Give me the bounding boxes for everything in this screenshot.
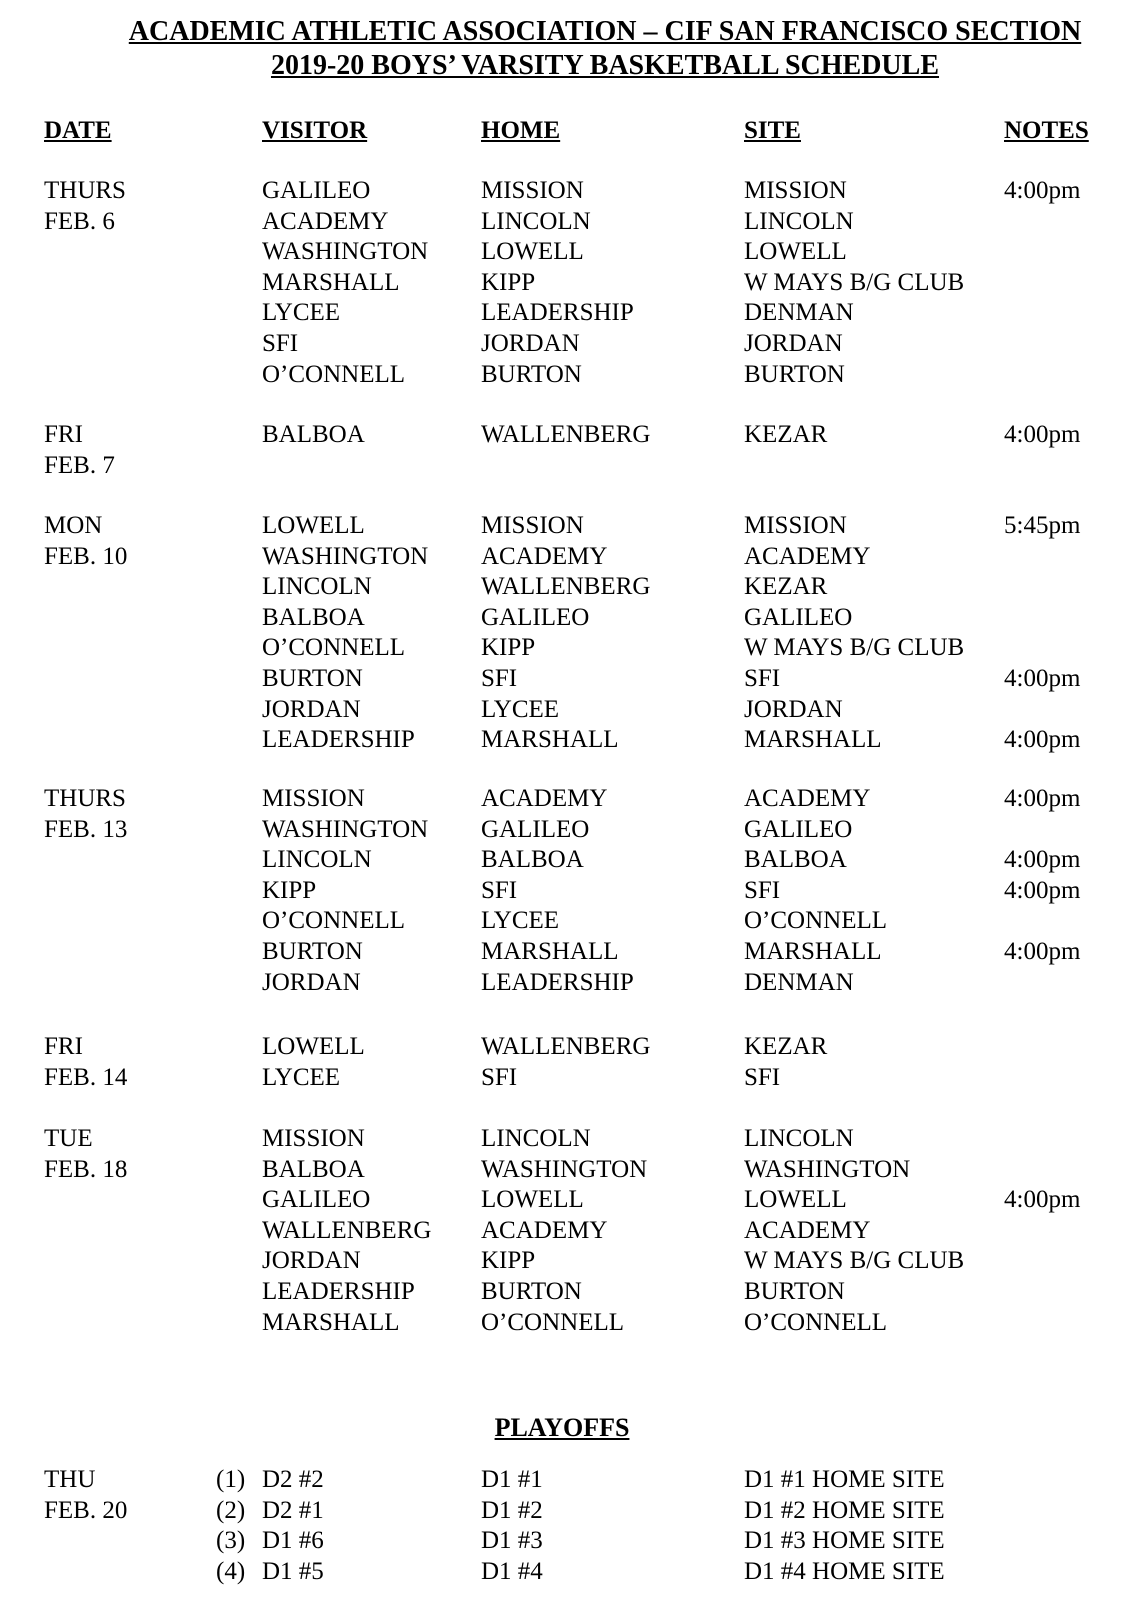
- visitor-team: MARSHALL: [262, 1308, 400, 1336]
- playoff-home: D1 #2: [481, 1496, 543, 1524]
- home-team: BURTON: [481, 360, 582, 388]
- visitor-team: LOWELL: [262, 512, 365, 539]
- visitor-team: LEADERSHIP: [262, 1278, 415, 1305]
- game-site: JORDAN: [744, 695, 843, 723]
- game-note: 4:00pm: [1004, 1186, 1081, 1214]
- date-label: FEB. 14: [44, 1063, 128, 1091]
- day-label: THURS: [44, 785, 126, 812]
- playoff-site: D1 #2 HOME SITE: [744, 1496, 945, 1524]
- playoff-game-number: (3): [216, 1527, 246, 1555]
- visitor-team: WASHINGTON: [262, 542, 429, 570]
- game-note: 4:00pm: [1004, 421, 1081, 448]
- date-label: FEB. 7: [44, 451, 115, 479]
- game-site: W MAYS B/G CLUB: [744, 634, 965, 662]
- playoff-home: D1 #4: [481, 1557, 543, 1585]
- game-site: KEZAR: [744, 421, 828, 448]
- visitor-team: LINCOLN: [262, 573, 372, 601]
- home-team: BALBOA: [481, 846, 584, 874]
- playoff-game-number: (4): [216, 1557, 246, 1585]
- game-note: 4:00pm: [1004, 785, 1081, 812]
- visitor-team: GALILEO: [262, 1186, 371, 1214]
- playoff-day-label: THU: [44, 1466, 96, 1493]
- playoff-site: D1 #4 HOME SITE: [744, 1557, 945, 1585]
- game-note: 4:00pm: [1004, 665, 1081, 692]
- visitor-team: BALBOA: [262, 603, 365, 631]
- home-team: KIPP: [481, 634, 536, 662]
- game-site: DENMAN: [744, 299, 854, 327]
- visitor-team: MARSHALL: [262, 268, 400, 296]
- game-site: MISSION: [744, 177, 847, 204]
- game-site: LOWELL: [744, 1186, 847, 1214]
- game-site: W MAYS B/G CLUB: [744, 268, 965, 296]
- game-site: BALBOA: [744, 846, 847, 874]
- header-date: DATE: [44, 117, 112, 144]
- game-note: 5:45pm: [1004, 512, 1081, 539]
- visitor-team: LYCEE: [262, 1063, 341, 1091]
- visitor-team: LINCOLN: [262, 846, 372, 874]
- game-site: MISSION: [744, 512, 847, 539]
- visitor-team: O’CONNELL: [262, 907, 406, 935]
- day-label: THURS: [44, 177, 126, 204]
- date-label: FEB. 18: [44, 1155, 128, 1183]
- home-team: SFI: [481, 1063, 518, 1091]
- game-site: MARSHALL: [744, 938, 882, 965]
- header-notes: NOTES: [1004, 117, 1089, 144]
- visitor-team: JORDAN: [262, 695, 361, 723]
- home-team: LYCEE: [481, 695, 560, 723]
- visitor-team: SFI: [262, 330, 299, 357]
- visitor-team: MISSION: [262, 1125, 365, 1152]
- game-site: W MAYS B/G CLUB: [744, 1247, 965, 1275]
- day-label: TUE: [44, 1125, 93, 1152]
- visitor-team: JORDAN: [262, 968, 361, 996]
- game-site: GALILEO: [744, 603, 853, 631]
- day-label: FRI: [44, 421, 83, 448]
- day-label: FRI: [44, 1033, 83, 1060]
- playoff-game-number: (2): [216, 1496, 246, 1524]
- visitor-team: O’CONNELL: [262, 360, 406, 388]
- playoff-visitor: D1 #6: [262, 1527, 324, 1555]
- visitor-team: BURTON: [262, 938, 363, 965]
- home-team: GALILEO: [481, 603, 590, 631]
- game-site: JORDAN: [744, 330, 843, 357]
- date-label: FEB. 6: [44, 207, 115, 235]
- home-team: MISSION: [481, 177, 584, 204]
- visitor-team: JORDAN: [262, 1247, 361, 1275]
- home-team: MARSHALL: [481, 726, 619, 754]
- playoff-home: D1 #1: [481, 1466, 543, 1493]
- home-team: ACADEMY: [481, 542, 608, 570]
- home-team: GALILEO: [481, 815, 590, 843]
- day-label: MON: [44, 512, 103, 539]
- playoffs-title: PLAYOFFS: [494, 1413, 630, 1442]
- visitor-team: LYCEE: [262, 299, 341, 327]
- home-team: JORDAN: [481, 330, 580, 357]
- playoff-site: D1 #1 HOME SITE: [744, 1466, 945, 1493]
- playoff-visitor: D1 #5: [262, 1557, 324, 1585]
- game-note: 4:00pm: [1004, 876, 1081, 904]
- home-team: LOWELL: [481, 1186, 584, 1214]
- game-site: KEZAR: [744, 573, 828, 601]
- visitor-team: WALLENBERG: [262, 1216, 432, 1244]
- visitor-team: BALBOA: [262, 1155, 365, 1183]
- playoff-home: D1 #3: [481, 1527, 543, 1555]
- header-home: HOME: [481, 117, 561, 144]
- home-team: KIPP: [481, 268, 536, 296]
- visitor-team: ACADEMY: [262, 207, 389, 235]
- game-site: ACADEMY: [744, 1216, 871, 1244]
- visitor-team: WASHINGTON: [262, 238, 429, 266]
- document-subtitle: 2019-20 BOYS’ VARSITY BASKETBALL SCHEDULE: [270, 50, 940, 81]
- home-team: WALLENBERG: [481, 573, 651, 601]
- playoff-visitor: D2 #1: [262, 1496, 324, 1524]
- game-note: 4:00pm: [1004, 846, 1081, 874]
- date-label: FEB. 13: [44, 815, 128, 843]
- game-site: LINCOLN: [744, 207, 854, 235]
- home-team: O’CONNELL: [481, 1308, 625, 1336]
- game-site: KEZAR: [744, 1033, 828, 1060]
- visitor-team: BALBOA: [262, 421, 365, 448]
- game-site: MARSHALL: [744, 726, 882, 754]
- playoff-site: D1 #3 HOME SITE: [744, 1527, 945, 1555]
- visitor-team: LOWELL: [262, 1033, 365, 1060]
- game-site: BURTON: [744, 1278, 845, 1305]
- document-title: ACADEMIC ATHLETIC ASSOCIATION – CIF SAN FRANCISCO SECTION: [128, 16, 1082, 47]
- game-site: SFI: [744, 665, 781, 692]
- visitor-team: WASHINGTON: [262, 815, 429, 843]
- game-site: O’CONNELL: [744, 1308, 888, 1336]
- game-note: 4:00pm: [1004, 726, 1081, 754]
- game-site: LOWELL: [744, 238, 847, 266]
- visitor-team: BURTON: [262, 665, 363, 692]
- home-team: ACADEMY: [481, 1216, 608, 1244]
- home-team: LEADERSHIP: [481, 299, 634, 327]
- home-team: SFI: [481, 876, 518, 904]
- playoff-date-label: FEB. 20: [44, 1496, 128, 1524]
- home-team: LINCOLN: [481, 207, 591, 235]
- header-site: SITE: [744, 117, 801, 144]
- visitor-team: O’CONNELL: [262, 634, 406, 662]
- home-team: MISSION: [481, 512, 584, 539]
- game-site: WASHINGTON: [744, 1155, 911, 1183]
- game-site: SFI: [744, 876, 781, 904]
- home-team: LINCOLN: [481, 1125, 591, 1152]
- game-site: ACADEMY: [744, 785, 871, 812]
- home-team: KIPP: [481, 1247, 536, 1275]
- home-team: BURTON: [481, 1278, 582, 1305]
- home-team: WALLENBERG: [481, 421, 651, 448]
- home-team: LYCEE: [481, 907, 560, 935]
- home-team: LOWELL: [481, 238, 584, 266]
- date-label: FEB. 10: [44, 542, 128, 570]
- game-note: 4:00pm: [1004, 938, 1081, 965]
- game-site: SFI: [744, 1063, 781, 1091]
- game-site: BURTON: [744, 360, 845, 388]
- home-team: SFI: [481, 665, 518, 692]
- visitor-team: MISSION: [262, 785, 365, 812]
- playoff-visitor: D2 #2: [262, 1466, 324, 1493]
- game-site: ACADEMY: [744, 542, 871, 570]
- home-team: MARSHALL: [481, 938, 619, 965]
- game-site: DENMAN: [744, 968, 854, 996]
- home-team: WALLENBERG: [481, 1033, 651, 1060]
- visitor-team: GALILEO: [262, 177, 371, 204]
- game-site: O’CONNELL: [744, 907, 888, 935]
- home-team: WASHINGTON: [481, 1155, 648, 1183]
- home-team: LEADERSHIP: [481, 968, 634, 996]
- home-team: ACADEMY: [481, 785, 608, 812]
- game-note: 4:00pm: [1004, 177, 1081, 204]
- game-site: GALILEO: [744, 815, 853, 843]
- visitor-team: KIPP: [262, 876, 317, 904]
- playoff-game-number: (1): [216, 1466, 246, 1493]
- game-site: LINCOLN: [744, 1125, 854, 1152]
- header-visitor: VISITOR: [262, 117, 368, 144]
- visitor-team: LEADERSHIP: [262, 726, 415, 754]
